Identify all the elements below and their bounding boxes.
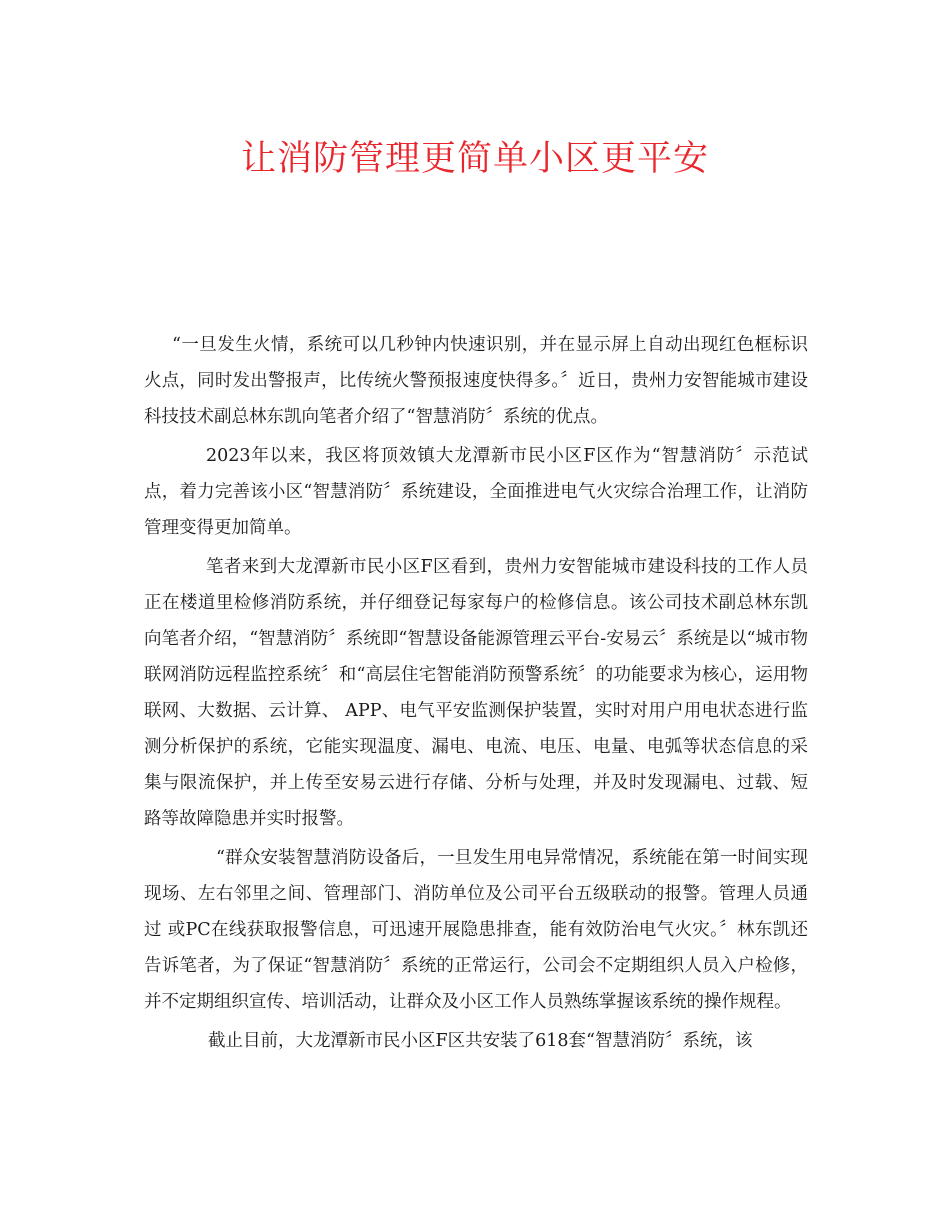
paragraph: “一旦发生火情，系统可以几秒钟内快速识别，并在显示屏上自动出现红色框标识火点，同时发出警报声，比传统火警预报速度快得多。〞近日，贵州力安智能城市建设科技技术副总林东凯向笔者介绍了“智慧消防〞系统的优点。 (144, 335, 808, 427)
paragraph: “群众安装智慧消防设备后，一旦发生用电异常情况，系统能在第一时间实现现场、左右邻里之间、管理部门、消防单位及公司平台五级联动的报警。管理人员通过 或PC在线获取报警信息，可迅速开展隐患排查，能有效防治电气火灾。〞林东凯还告诉笔者，为了保证“智慧消防〞系统的正常运行，公司会不定期组织人员入户检修，并不定期组织宣传、培训活动，让群众及小区工作人员熟练掌握该系统的操作规程。 (144, 848, 808, 1012)
paragraph: 截止目前，大龙潭新市民小区F区共安装了618套“智慧消防〞系统，该 (208, 1031, 753, 1051)
document-body (144, 327, 808, 1059)
document-title: 让消防管理更简单小区更平安 (240, 139, 709, 179)
paragraph: 2023年以来，我区将顶效镇大龙潭新市民小区F区作为“智慧消防〞示范试点，着力完善该小区“智慧消防〞系统建设，全面推进电气火灾综合治理工作，让消防管理变得更加简单。 (144, 446, 808, 538)
paragraph: 笔者来到大龙潭新市民小区F区看到，贵州力安智能城市建设科技的工作人员正在楼道里检修消防系统，并仔细登记每家每户的检修信息。该公司技术副总林东凯向笔者介绍，“智慧消防〞系统即“智慧设备能源管理云平台-安易云〞系统是以“城市物联网消防远程监控系统〞和“高层住宅智能消防预警系统〞的功能要求为核心，运用物联网、大数据、云计算、 APP、电气平安监测保护装置，实时对用户用电状态进行监测分析保护的系统，它能实现温度、漏电、电流、电压、电量、电弧等状态信息的采集与限流保护，并上传至安易云进行存储、分析与处理，并及时发现漏电、过载、短路等故障隐患并实时报警。 (144, 557, 808, 829)
